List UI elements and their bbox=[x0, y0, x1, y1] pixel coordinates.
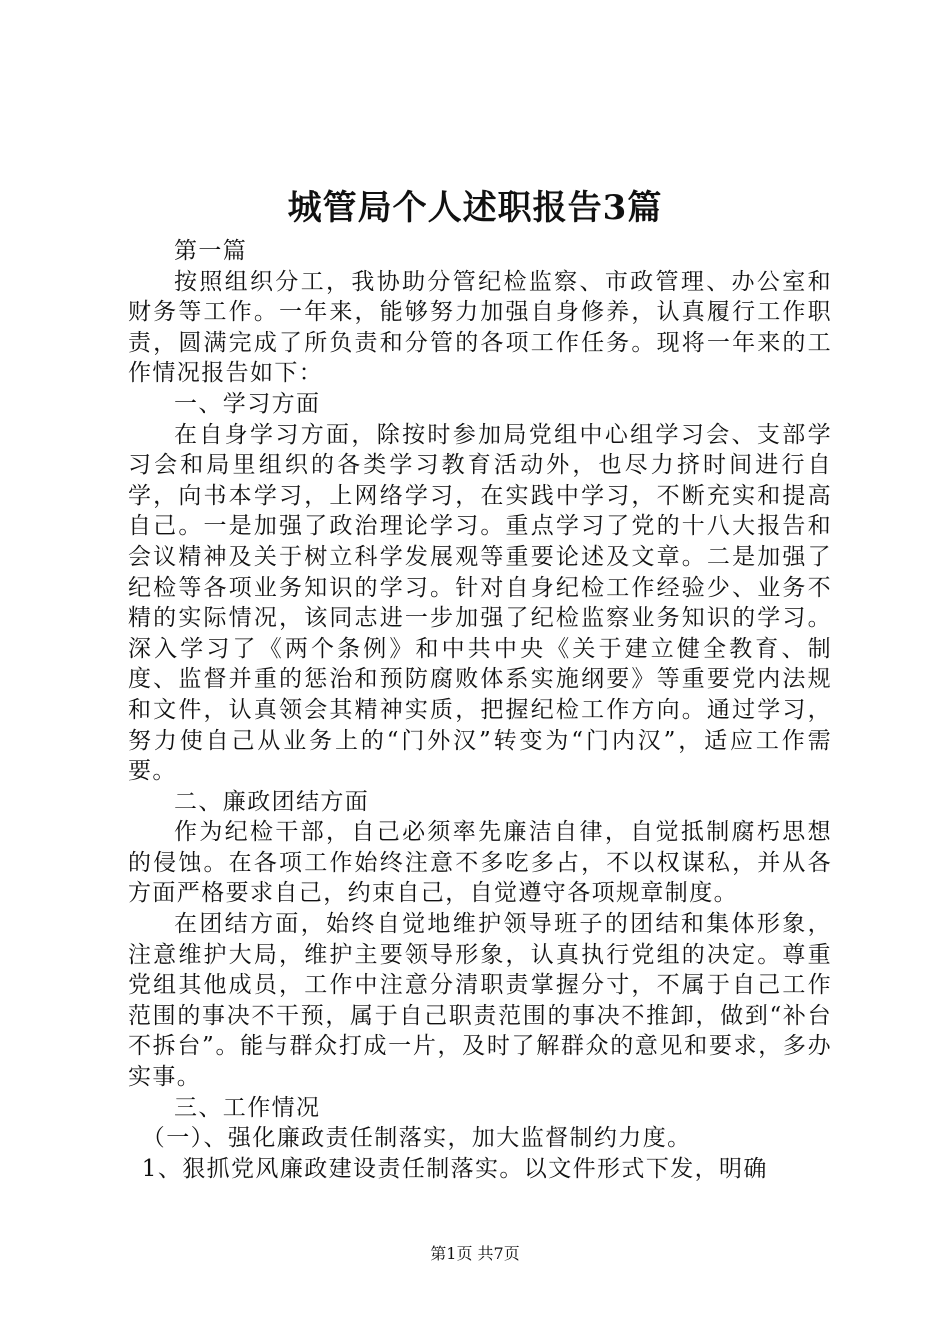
section-heading: 第一篇 bbox=[174, 238, 248, 264]
document-title: 城管局个人述职报告3篇 bbox=[287, 188, 663, 228]
page-number: 第1页 共7页 bbox=[430, 1244, 520, 1263]
subsection-heading: （一）、强化廉政责任制落实，加大监督制约力度。 bbox=[141, 1125, 692, 1152]
document-body bbox=[128, 236, 832, 1184]
section-heading: 二、廉政团结方面 bbox=[174, 788, 370, 815]
paragraph: 在自身学习方面，除按时参加局党组中心组学习会、支部学习会和局里组织的各类学习教育活动外，也尽力挤时间进行自学，向书本学习，上网络学习，在实践中学习，不断充实和提高自己。一是加强了政治理论学习。重点学习了党的十八大报告和会议精神及关于树立科学发展观等重要论述及文章。二是加强了纪检等各项业务知识的学习。针对自身纪检工作经验少、业务不精的实际情况，该同志进一步加强了纪检监察业务知识的学习。深入学习了《两个条例》和中共中央《关于建立健全教育、制度、监督并重的惩治和预防腐败体系实施纲要》等重要党内法规和文件，认真领会其精神实质，把握纪检工作方向。通过学习，努力使自己从业务上的“门外汉”转变为“门内汉”，适应工作需要。 bbox=[128, 421, 832, 785]
section-heading: 三、工作情况 bbox=[174, 1094, 321, 1121]
paragraph: 作为纪检干部，自己必须率先廉洁自律，自觉抵制腐朽思想的侵蚀。在各项工作始终注意不多吃多占，不以权谋私，并从各方面严格要求自己，约束自己，自觉遵守各项规章制度。 bbox=[128, 819, 832, 907]
paragraph: 1、狠抓党风廉政建设责任制落实。以文件形式下发，明确 bbox=[141, 1155, 768, 1182]
paragraph: 按照组织分工，我协助分管纪检监察、市政管理、办公室和财务等工作。一年来，能够努力加强自身修养，认真履行工作职责，圆满完成了所负责和分管的各项工作任务。现将一年来的工作情况报告如下： bbox=[128, 268, 832, 387]
section-heading: 一、学习方面 bbox=[174, 390, 321, 417]
paragraph: 在团结方面，始终自觉地维护领导班子的团结和集体形象，注意维护大局，维护主要领导形象，认真执行党组的决定。尊重党组其他成员，工作中注意分清职责掌握分寸，不属于自己工作范围的事决不干预，属于自己职责范围的事决不推卸，做到“补台不拆台”。能与群众打成一片，及时了解群众的意见和要求，多办实事。 bbox=[128, 911, 832, 1091]
